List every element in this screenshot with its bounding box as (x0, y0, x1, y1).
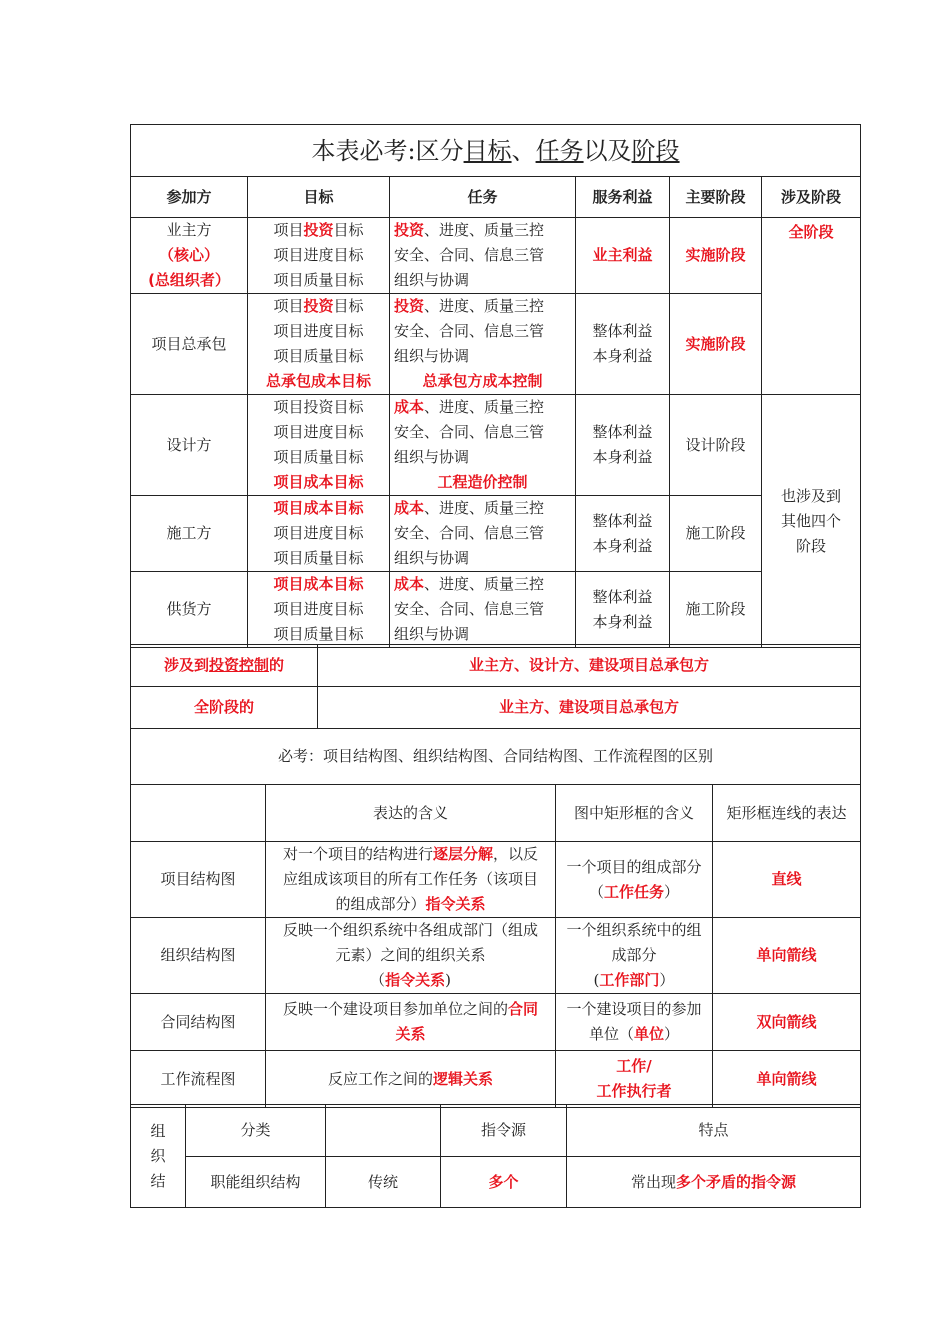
all-stage-value: 业主方、建设项目总承包方 (318, 687, 861, 729)
org-source: 多个 (441, 1157, 567, 1208)
all-stages: 全阶段 (762, 218, 861, 395)
diagram-meaning: 反映一个建设项目参加单位之间的合同关系 (266, 994, 556, 1051)
diagram-header-meaning: 表达的含义 (266, 785, 556, 842)
row-diagram-title (131, 729, 861, 785)
diagram-meaning: 反映一个组织系统中各组成部门（组成元素）之间的组织关系 （指令关系) (266, 918, 556, 994)
row-invest-control (131, 645, 861, 687)
diagram-row-project (131, 842, 861, 918)
interest-designer: 整体利益 本身利益 (576, 395, 670, 496)
task-gc: 投资、进度、质量三控 安全、合同、信息三管 组织与协调 总承包方成本控制 (390, 294, 576, 395)
task-designer: 成本、进度、质量三控 安全、合同、信息三管 组织与协调 工程造价控制 (390, 395, 576, 496)
diagram-line: 直线 (713, 842, 861, 918)
interest-supplier: 整体利益 本身利益 (576, 572, 670, 648)
stage-designer: 设计阶段 (670, 395, 762, 496)
diagram-name: 组织结构图 (131, 918, 266, 994)
invest-control-label: 涉及到投资控制的 (131, 645, 318, 687)
goal-gc: 项目投资目标 项目进度目标 项目质量目标 总承包成本目标 (248, 294, 390, 395)
goal-owner: 项目投资目标 项目进度目标 项目质量目标 (248, 218, 390, 294)
header-interest: 服务利益 (576, 177, 670, 218)
org-header-category: 分类 (186, 1105, 326, 1157)
stage-supplier: 施工阶段 (670, 572, 762, 648)
row-supplier (131, 572, 861, 648)
diagram-header-blank (131, 785, 266, 842)
goal-builder: 项目成本目标 项目进度目标 项目质量目标 (248, 496, 390, 572)
diagram-name: 工作流程图 (131, 1051, 266, 1108)
org-header-row (131, 1105, 861, 1157)
interest-builder: 整体利益 本身利益 (576, 496, 670, 572)
party-gc: 项目总承包 (131, 294, 248, 395)
org-header-feature: 特点 (567, 1105, 861, 1157)
header-party: 参加方 (131, 177, 248, 218)
org-table (130, 1104, 861, 1208)
diagram-line: 单向箭线 (713, 918, 861, 994)
participants-table (130, 124, 861, 648)
diagram-meaning: 对一个项目的结构进行逐层分解，以反应组成该项目的所有工作任务（该项目的组成部分）指令关系 (266, 842, 556, 918)
other-stages: 也涉及到 其他四个 阶段 (762, 395, 861, 648)
party-supplier: 供货方 (131, 572, 248, 648)
diagram-box: 一个项目的组成部分（工作任务） (556, 842, 713, 918)
diagram-table (130, 784, 861, 1108)
org-row-functional (131, 1157, 861, 1208)
goal-designer: 项目投资目标 项目进度目标 项目质量目标 项目成本目标 (248, 395, 390, 496)
header-stages: 涉及阶段 (762, 177, 861, 218)
interest-owner: 业主利益 (576, 218, 670, 294)
row-gc (131, 294, 861, 395)
stage-owner: 实施阶段 (670, 218, 762, 294)
header-main-stage: 主要阶段 (670, 177, 762, 218)
diagram-name: 项目结构图 (131, 842, 266, 918)
task-supplier: 成本、进度、质量三控 安全、合同、信息三管 组织与协调 (390, 572, 576, 648)
org-header-source: 指令源 (441, 1105, 567, 1157)
diagram-name: 合同结构图 (131, 994, 266, 1051)
row-builder (131, 496, 861, 572)
diagram-box: 一个建设项目的参加单位（单位） (556, 994, 713, 1051)
diagram-header-box: 图中矩形框的含义 (556, 785, 713, 842)
diagram-header-row (131, 785, 861, 842)
diagram-title: 必考：项目结构图、组织结构图、合同结构图、工作流程图的区别 (131, 729, 861, 785)
goal-supplier: 项目成本目标 项目进度目标 项目质量目标 (248, 572, 390, 648)
summary-table (130, 644, 861, 785)
task-owner: 投资、进度、质量三控 安全、合同、信息三管 组织与协调 (390, 218, 576, 294)
org-feature: 常出现多个矛盾的指令源 (567, 1157, 861, 1208)
party-owner: 业主方 （核心） (总组织者） (131, 218, 248, 294)
org-type: 职能组织结构 (186, 1157, 326, 1208)
diagram-line: 双向箭线 (713, 994, 861, 1051)
diagram-line: 单向箭线 (713, 1051, 861, 1108)
org-header-blank (326, 1105, 441, 1157)
party-designer: 设计方 (131, 395, 248, 496)
diagram-row-workflow (131, 1051, 861, 1108)
row-owner (131, 218, 861, 294)
row-designer (131, 395, 861, 496)
page-title: 本表必考:区分目标、任务以及阶段 (131, 125, 861, 177)
header-row (131, 177, 861, 218)
diagram-row-org (131, 918, 861, 994)
header-task: 任务 (390, 177, 576, 218)
diagram-header-line: 矩形框连线的表达 (713, 785, 861, 842)
party-builder: 施工方 (131, 496, 248, 572)
org-kind: 传统 (326, 1157, 441, 1208)
org-side-label: 组 织 结 (131, 1105, 186, 1208)
diagram-box: 工作/ 工作执行者 (556, 1051, 713, 1108)
row-all-stage (131, 687, 861, 729)
diagram-meaning: 反应工作之间的逻辑关系 (266, 1051, 556, 1108)
interest-gc: 整体利益 本身利益 (576, 294, 670, 395)
diagram-row-contract (131, 994, 861, 1051)
task-builder: 成本、进度、质量三控 安全、合同、信息三管 组织与协调 (390, 496, 576, 572)
all-stage-label: 全阶段的 (131, 687, 318, 729)
stage-builder: 施工阶段 (670, 496, 762, 572)
invest-control-value: 业主方、设计方、建设项目总承包方 (318, 645, 861, 687)
stage-gc: 实施阶段 (670, 294, 762, 395)
header-goal: 目标 (248, 177, 390, 218)
diagram-box: 一个组织系统中的组成部分 (工作部门） (556, 918, 713, 994)
